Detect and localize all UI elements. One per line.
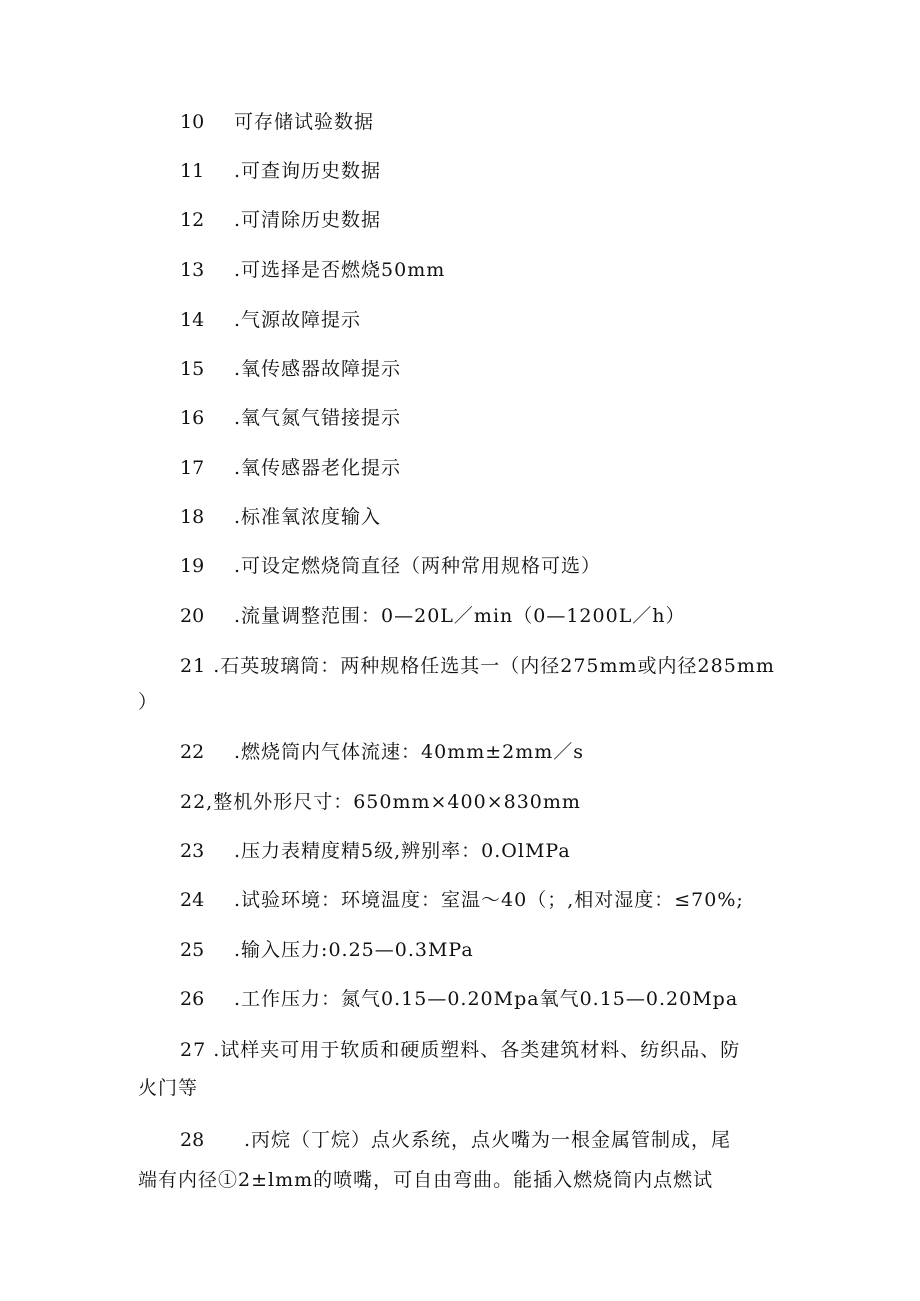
item-text: .丙烷（丁烷）点火系统，点火嘴为一根金属管制成，尾 [244, 1129, 732, 1151]
item-number: 14 [180, 309, 205, 331]
item-text: .可清除历史数据 [234, 209, 382, 231]
item-text: .压力表精度精5级,辨别率：0.OlMPa [234, 840, 571, 862]
item-number: 13 [180, 259, 205, 281]
item-number: 10 [180, 111, 205, 133]
item-text: .试验环境：环境温度：室温～40（；,相对湿度：≤70%; [234, 889, 744, 911]
item-text: 27 .试样夹可用于软质和硬质塑料、各类建筑材料、纺织品、防 [180, 1039, 741, 1061]
item-text: ） [138, 691, 159, 713]
item-text: 火门等 [138, 1077, 199, 1099]
item-number: 12 [180, 209, 205, 231]
item-number: 26 [180, 988, 205, 1010]
item-number: 23 [180, 840, 205, 862]
item-text: 22,整机外形尺寸：650mm×400×830mm [180, 791, 581, 813]
item-number: 25 [180, 939, 205, 961]
item-number: 20 [180, 605, 205, 627]
item-number: 17 [180, 457, 205, 479]
item-text: 21 .石英玻璃筒：两种规格任选其一（内径275mm或内径285mm [180, 655, 775, 677]
item-number: 15 [180, 358, 205, 380]
item-text: .氧气氮气错接提示 [234, 407, 402, 429]
item-number: 16 [180, 407, 205, 429]
item-text: 可存储试验数据 [234, 111, 375, 133]
item-number: 11 [180, 160, 205, 182]
item-text: .可查询历史数据 [234, 160, 382, 182]
item-number: 19 [180, 555, 205, 577]
item-number: 22 [180, 741, 205, 763]
item-text: .氧传感器故障提示 [234, 358, 402, 380]
item-number: 24 [180, 889, 205, 911]
item-text: .可选择是否燃烧50mm [234, 259, 446, 281]
item-text: 端有内径①2±lmm的喷嘴，可自由弯曲。能插入燃烧筒内点燃试 [138, 1169, 714, 1191]
item-text: .气源故障提示 [234, 309, 362, 331]
item-text: .可设定燃烧筒直径（两种常用规格可选） [234, 555, 602, 577]
item-text: .工作压力：氮气0.15—0.20Mpa氧气0.15—0.20Mpa [234, 988, 739, 1010]
item-number: 18 [180, 506, 205, 528]
item-number: 28 [180, 1129, 205, 1151]
item-text: .燃烧筒内气体流速：40mm±2mm／s [234, 741, 585, 763]
item-text: .标准氧浓度输入 [234, 506, 382, 528]
item-text: .流量调整范围：0—20L／min（0—1200L／h） [234, 605, 686, 627]
item-text: .输入压力:0.25—0.3MPa [234, 939, 474, 961]
item-text: .氧传感器老化提示 [234, 457, 402, 479]
